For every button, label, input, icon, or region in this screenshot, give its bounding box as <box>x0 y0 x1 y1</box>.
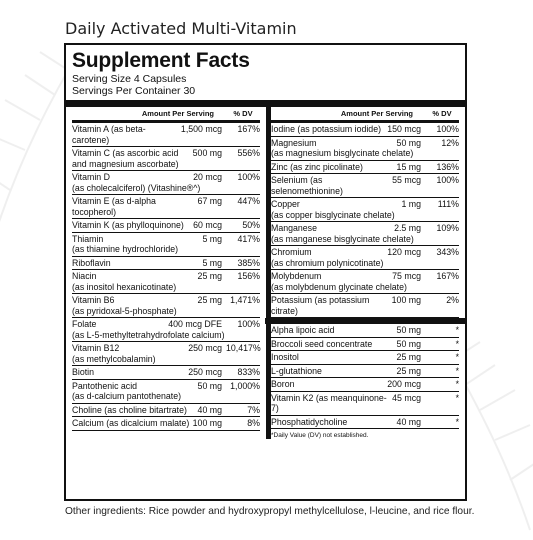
nutrient-dv: 100% <box>436 175 459 185</box>
nutrient-dv: * <box>455 365 459 376</box>
nutrient-name: Selenium (as selenomethionine) <box>271 175 343 196</box>
nutrient-name: Potassium (as potassium citrate) <box>271 295 370 316</box>
nutrient-dv: * <box>455 352 459 362</box>
nutrient-line <box>72 381 260 392</box>
nutrient-amount: 45 mcg <box>392 392 421 403</box>
nutrient-amount: 150 mcg <box>387 124 421 134</box>
nutrient-name: L-glutathione <box>271 365 322 376</box>
nutrient-row <box>72 270 260 294</box>
nutrient-dv: 7% <box>247 404 260 415</box>
nutrient-name: Vitamin A (as beta-carotene) <box>72 124 146 145</box>
right-nutrient-rows <box>271 123 459 318</box>
nutrient-name-block <box>271 138 459 159</box>
nutrient-name: Vitamin K2 (as meanquinone-7) <box>271 392 387 413</box>
nutrient-row <box>72 294 260 318</box>
nutrient-row <box>72 342 260 366</box>
nutrient-source: (as pyridoxal-5-phosphate) <box>72 305 177 316</box>
nutrient-source: (as molybdenum glycinate chelate) <box>271 281 407 292</box>
nutrient-name: Boron <box>271 379 295 389</box>
nutrient-amount: 1,500 mcg <box>180 124 222 134</box>
nutrient-dv: 50% <box>242 220 260 230</box>
nutrient-row <box>271 246 459 270</box>
nutrient-source: (as d-calcium pantothenate) <box>72 391 182 401</box>
nutrient-source: (as cholecalciferol) (Vitashine®^) <box>72 182 201 193</box>
other-ingredient-rows <box>271 324 459 429</box>
nutrient-row <box>271 378 459 392</box>
nutrient-dv: 8% <box>247 418 260 428</box>
nutrient-line <box>72 295 260 306</box>
nutrient-name: Inositol <box>271 352 299 362</box>
nutrient-amount: 25 mg <box>396 352 421 362</box>
nutrient-dv: 556% <box>237 148 260 158</box>
nutrient-dv: * <box>455 325 459 335</box>
nutrient-amount: 50 mg <box>396 338 421 349</box>
nutrient-name: Iodine (as potassium iodide) <box>271 124 382 134</box>
nutrient-name: Folate <box>72 319 97 329</box>
nutrient-line <box>72 343 260 354</box>
nutrient-name-block <box>72 148 260 169</box>
nutrient-row <box>72 219 260 233</box>
dv-footnote: *Daily Value (DV) not established. <box>271 432 369 439</box>
nutrient-row <box>72 380 260 404</box>
column-header <box>72 107 260 123</box>
nutrient-dv: 100% <box>237 172 260 182</box>
nutrient-row <box>271 324 459 338</box>
nutrient-name-block <box>72 343 260 364</box>
nutrient-name: Biotin <box>72 367 95 377</box>
amount-header: Amount Per Serving <box>141 109 214 118</box>
nutrient-dv: 447% <box>237 196 260 206</box>
right-column <box>271 107 459 439</box>
nutrient-amount: 250 mcg <box>188 343 222 353</box>
nutrient-amount: 25 mg <box>197 271 222 281</box>
nutrient-row <box>72 318 260 342</box>
nutrient-line <box>271 138 459 149</box>
nutrient-source: (as copper bisglycinate chelate) <box>271 209 395 220</box>
nutrient-amount: 400 mcg DFE <box>168 319 222 329</box>
serving-size: Serving Size 4 Capsules <box>72 73 187 85</box>
nutrient-row <box>271 174 459 198</box>
nutrient-dv: 100% <box>237 319 260 329</box>
nutrient-dv: 385% <box>237 257 260 268</box>
supplement-facts-title: Supplement Facts <box>72 49 250 72</box>
nutrient-row <box>271 137 459 161</box>
nutrient-line <box>72 148 260 159</box>
nutrient-name: Vitamin B12 <box>72 343 120 353</box>
nutrient-source: (as inositol hexanicotinate) <box>72 281 177 292</box>
nutrient-name: Broccoli seed concentrate <box>271 338 373 349</box>
column-divider <box>266 107 271 439</box>
nutrient-row <box>72 417 260 431</box>
nutrient-name: Molybdenum <box>271 271 322 281</box>
nutrient-dv: 109% <box>436 223 459 233</box>
nutrient-row <box>271 365 459 379</box>
nutrient-source: and magnesium ascorbate) <box>72 158 179 169</box>
nutrient-name: Alpha lipoic acid <box>271 325 335 335</box>
nutrient-dv: 417% <box>237 233 260 244</box>
nutrient-row <box>271 222 459 246</box>
nutrient-amount: 50 mg <box>197 380 222 391</box>
nutrient-dv: * <box>455 338 459 349</box>
nutrient-amount: 20 mcg <box>193 172 222 182</box>
nutrient-amount: 5 mg <box>202 257 222 268</box>
nutrient-name-block <box>72 319 260 340</box>
nutrient-amount: 15 mg <box>396 161 421 172</box>
nutrient-dv: 167% <box>237 124 260 134</box>
nutrient-name-block <box>271 223 459 244</box>
nutrient-line <box>72 234 260 245</box>
supplement-facts-panel <box>64 43 467 501</box>
product-title: Daily Activated Multi-Vitamin <box>65 19 297 38</box>
nutrient-amount: 25 mg <box>197 295 222 305</box>
nutrient-dv: 156% <box>237 271 260 281</box>
nutrient-amount: 1 mg <box>401 199 421 209</box>
nutrient-line <box>72 319 260 330</box>
nutrient-name: Manganese <box>271 223 317 233</box>
nutrient-dv: * <box>455 379 459 389</box>
nutrient-name-block <box>72 172 260 193</box>
nutrient-name-block <box>72 271 260 292</box>
nutrient-name-block <box>72 381 260 402</box>
nutrient-source: (as manganese bisglycinate chelate) <box>271 233 414 244</box>
nutrient-row <box>271 161 459 175</box>
nutrient-row <box>72 233 260 257</box>
nutrient-name: Vitamin E (as d-alpha tocopherol) <box>72 196 156 217</box>
nutrient-source: (as magnesium bisglycinate chelate) <box>271 148 414 158</box>
servings-per-container: Servings Per Container 30 <box>72 85 196 97</box>
nutrient-dv: * <box>455 392 459 403</box>
nutrient-name-block <box>72 295 260 316</box>
nutrient-name: Thiamin <box>72 233 104 244</box>
nutrient-amount: 60 mcg <box>193 220 222 230</box>
nutrient-dv: 2% <box>446 295 459 305</box>
nutrient-row <box>271 294 459 318</box>
nutrient-name: Phosphatidycholine <box>271 416 348 427</box>
nutrient-dv: 833% <box>237 367 260 377</box>
nutrient-amount: 120 mcg <box>387 247 421 257</box>
nutrient-row <box>271 416 459 430</box>
facts-columns <box>72 107 459 439</box>
nutrient-amount: 500 mg <box>192 148 222 158</box>
nutrient-name: Calcium (as dicalcium malate) <box>72 418 190 428</box>
nutrient-dv: 111% <box>437 199 459 209</box>
nutrient-source: (as thiamine hydrochloride) <box>72 244 179 254</box>
nutrient-row <box>72 366 260 380</box>
nutrient-line <box>271 199 459 210</box>
nutrient-name: Magnesium <box>271 137 317 148</box>
nutrient-row <box>72 195 260 219</box>
nutrient-amount: 200 mcg <box>387 379 421 389</box>
nutrient-row <box>72 171 260 195</box>
nutrient-amount: 100 mg <box>192 418 222 428</box>
nutrient-amount: 25 mg <box>396 365 421 376</box>
nutrient-name: Vitamin B6 <box>72 295 115 305</box>
nutrient-amount: 67 mg <box>197 196 222 206</box>
nutrient-line <box>72 172 260 183</box>
nutrient-row <box>271 351 459 365</box>
dv-header: % DV <box>432 109 452 118</box>
nutrient-name-block <box>271 199 459 220</box>
nutrient-amount: 250 mcg <box>188 367 222 377</box>
nutrient-source: (as chromium polynicotinate) <box>271 257 384 268</box>
nutrient-amount: 40 mg <box>396 416 421 427</box>
nutrient-line <box>271 223 459 234</box>
nutrient-name: Riboflavin <box>72 257 111 268</box>
heavy-divider <box>66 100 465 107</box>
nutrient-row <box>72 404 260 418</box>
nutrient-row <box>271 123 459 137</box>
nutrient-name-block <box>271 247 459 268</box>
left-column <box>72 107 260 439</box>
nutrient-row <box>271 392 459 416</box>
nutrient-name-block <box>72 234 260 255</box>
nutrient-line <box>271 271 459 282</box>
nutrient-row <box>271 270 459 294</box>
nutrient-dv: 167% <box>436 271 459 281</box>
nutrient-amount: 75 mcg <box>392 271 421 281</box>
nutrient-name: Copper <box>271 199 300 209</box>
nutrient-name: Vitamin D <box>72 172 110 182</box>
nutrient-source: (as L-5-methyltetrahydrofolate calcium) <box>72 329 225 340</box>
nutrient-name: Choline (as choline bitartrate) <box>72 404 187 415</box>
nutrient-name: Niacin <box>72 271 97 281</box>
dv-header: % DV <box>233 109 253 118</box>
nutrient-row <box>72 257 260 271</box>
nutrient-name: Chromium <box>271 247 312 257</box>
nutrient-row <box>271 338 459 352</box>
nutrient-amount: 50 mg <box>396 137 421 148</box>
nutrient-source: (as methylcobalamin) <box>72 353 156 364</box>
nutrient-name: Vitamin C (as ascorbic acid <box>72 148 179 158</box>
nutrient-amount: 55 mcg <box>392 175 421 185</box>
nutrient-amount: 5 mg <box>202 233 222 244</box>
nutrient-line <box>72 271 260 282</box>
nutrient-line <box>271 247 459 258</box>
nutrient-dv: 1,471% <box>230 295 260 305</box>
nutrient-amount: 40 mg <box>197 404 222 415</box>
nutrient-name: Pantothenic acid <box>72 380 138 391</box>
nutrient-row <box>72 147 260 171</box>
nutrient-dv: 12% <box>441 137 459 148</box>
nutrient-amount: 50 mg <box>396 325 421 335</box>
nutrient-dv: 343% <box>436 247 459 257</box>
nutrient-row <box>271 198 459 222</box>
nutrient-amount: 2.5 mg <box>394 223 421 233</box>
nutrient-dv: 100% <box>436 124 459 134</box>
nutrient-name-block <box>271 271 459 292</box>
nutrient-dv: 136% <box>436 161 459 172</box>
nutrient-amount: 100 mg <box>391 295 421 305</box>
nutrient-dv: 10,417% <box>226 343 261 353</box>
column-header <box>271 107 459 123</box>
nutrient-name: Zinc (as zinc picolinate) <box>271 161 363 172</box>
nutrient-row <box>72 123 260 147</box>
nutrient-name: Vitamin K (as phylloquinone) <box>72 220 184 230</box>
amount-header: Amount Per Serving <box>340 109 413 118</box>
other-ingredients: Other ingredients: Rice powder and hydroxypropyl methylcellulose, l-leucine, and rice flour. <box>65 506 475 517</box>
nutrient-dv: 1,000% <box>230 380 260 391</box>
nutrient-dv: * <box>455 416 459 427</box>
